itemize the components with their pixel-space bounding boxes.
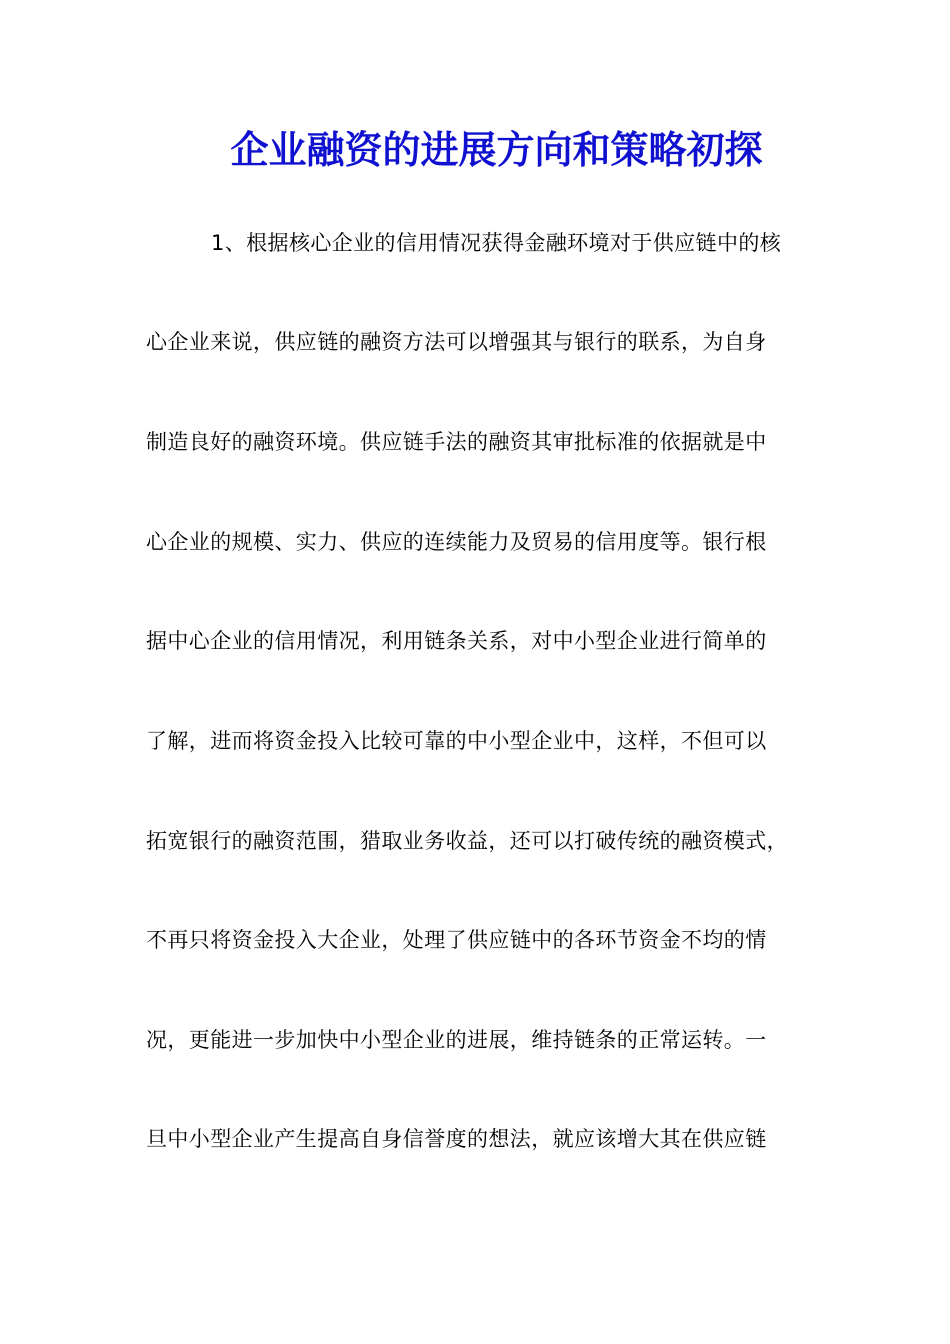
document-title: 企业融资的进展方向和策略初探 xyxy=(230,127,763,172)
paragraph-line: 心企业的规模、实力、供应的连续能力及贸易的信用度等。银行根 xyxy=(146,530,767,554)
paragraph-line: 拓宽银行的融资范围，猎取业务收益，还可以打破传统的融资模式， xyxy=(146,829,788,853)
paragraph-line: 况，更能进一步加快中小型企业的进展，维持链条的正常运转。一 xyxy=(146,1028,767,1052)
paragraph-line: 心企业来说，供应链的融资方法可以增强其与银行的联系，为自身 xyxy=(146,330,767,354)
paragraph-line: 旦中小型企业产生提高自身信誉度的想法，就应该增大其在供应链 xyxy=(146,1127,767,1151)
paragraph-line: 据中心企业的信用情况，利用链条关系，对中小型企业进行简单的 xyxy=(146,629,767,653)
paragraph-line: 制造良好的融资环境。供应链手法的融资其审批标准的依据就是中 xyxy=(146,430,767,454)
paragraph-line: 不再只将资金投入大企业，处理了供应链中的各环节资金不均的情 xyxy=(146,928,767,952)
paragraph-line: 1、根据核心企业的信用情况获得金融环境对于供应链中的核 xyxy=(211,231,782,255)
paragraph-line: 了解，进而将资金投入比较可靠的中小型企业中，这样，不但可以 xyxy=(146,729,767,753)
